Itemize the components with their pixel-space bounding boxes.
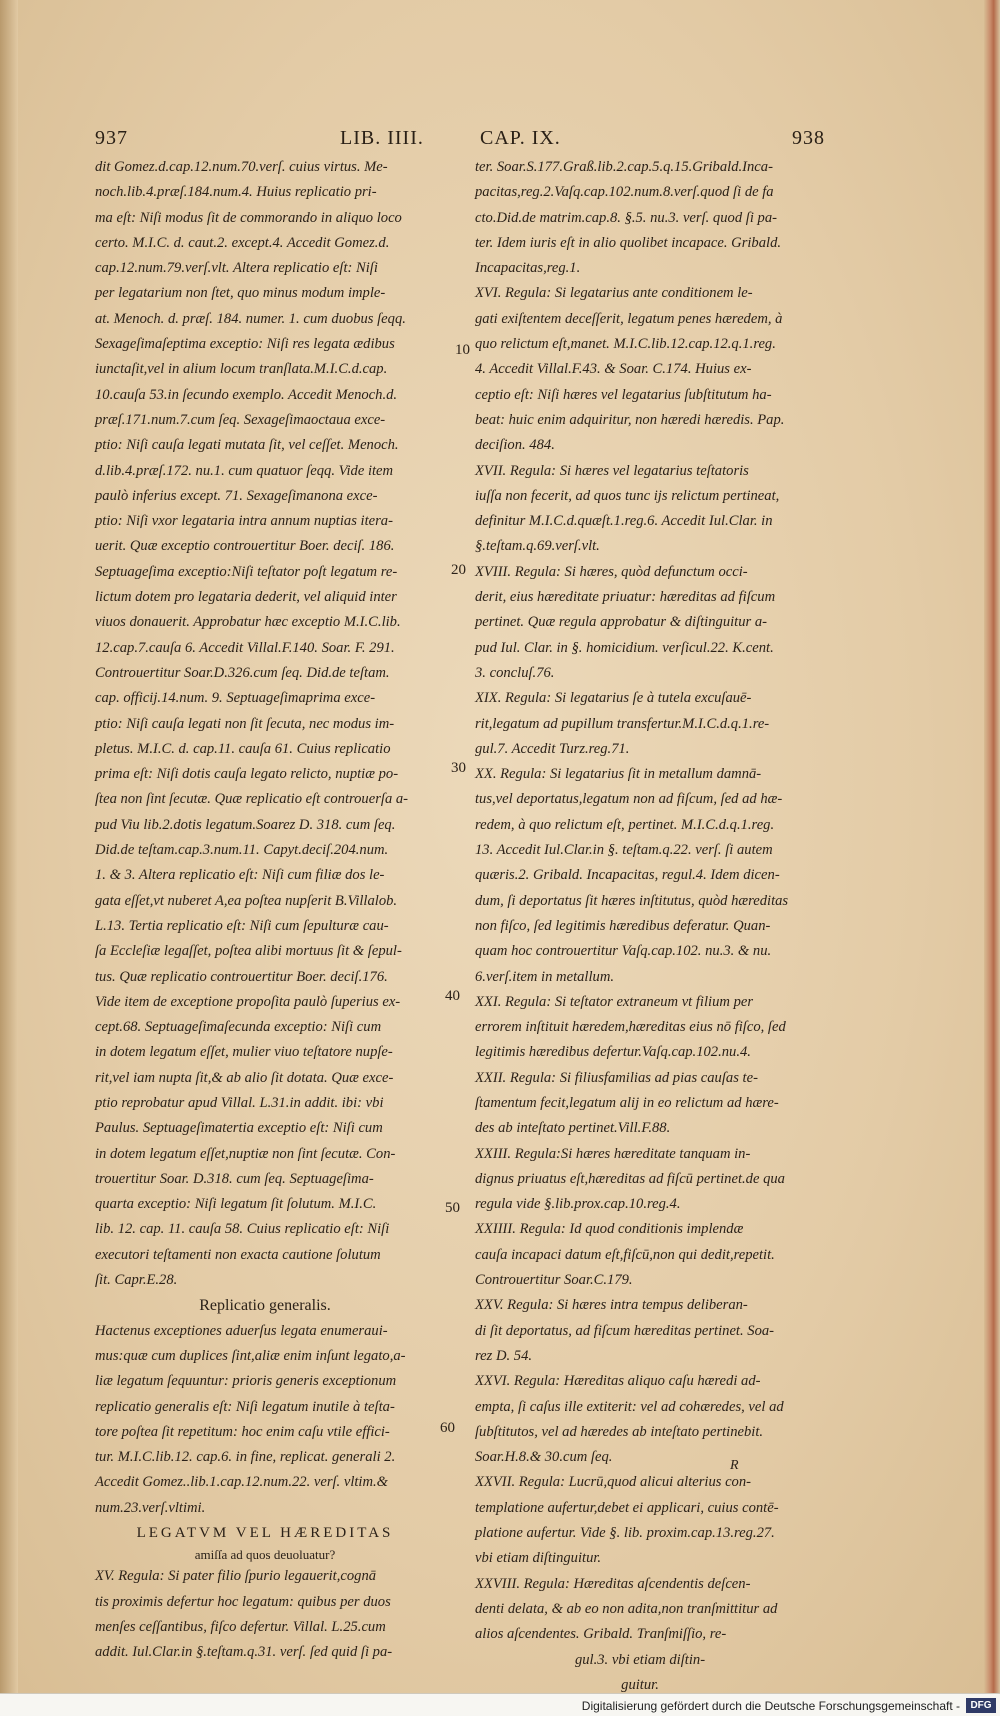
chapter-number: CAP. IX.	[480, 127, 561, 149]
text-line: ſa Eccleſiæ legaſſet, poſtea alibi mortuus ſit & ſepul-	[95, 943, 402, 960]
text-line: non fiſco, ſed legitimis hæredibus deferatur. Quan-	[475, 917, 771, 934]
dfg-logo: DFG	[966, 1698, 996, 1713]
text-line: uerit. Quæ exceptio controuertitur Boer. deciſ. 186.	[95, 538, 395, 555]
page-number-left: 937	[95, 127, 128, 149]
text-line: quæris.2. Gribald. Incapacitas, regul.4. Idem dicen-	[475, 867, 780, 884]
margin-line-number: 20	[451, 562, 466, 578]
margin-line-number: 40	[445, 988, 460, 1004]
text-line: mus:quæ cum duplices ſint,aliæ enim inſunt legato,a-	[95, 1347, 406, 1364]
right-text-block	[475, 155, 835, 1648]
text-line: ptio: Niſi cauſa legati non ſit ſecuta, nec modus im-	[95, 715, 395, 732]
text-line: XVI. Regula: Si legatarius ante conditionem le-	[475, 285, 753, 302]
text-line: iuſſa non fecerit, ad quos tunc ijs relictum pertineat,	[475, 487, 780, 504]
text-line: ſtamentum fecit,legatum alij in eo relictum ad hære-	[475, 1094, 779, 1111]
text-line: gata eſſet,vt nuberet A,ea poſtea nupſerit B.Villalob.	[95, 892, 398, 909]
text-line: errorem inſtituit hæredem,hæreditas eius nō fiſco, ſed	[475, 1019, 786, 1036]
text-line: trouertitur Soar. D.318. cum ſeq. Septuageſima-	[95, 1170, 374, 1187]
text-line: gati exiſtentem deceſſerit, legatum penes hæredem, à	[475, 310, 783, 327]
text-line: Incapacitas,reg.1.	[475, 260, 581, 277]
text-line: Septuageſima exceptio:Niſi teſtator poſt legatum re-	[95, 563, 398, 580]
text-line: noch.lib.4.præſ.184.num.4. Huius replicatio pri-	[95, 184, 377, 201]
text-line: cap.12.num.79.verſ.vlt. Altera replicatio eſt: Niſi	[95, 260, 378, 277]
text-line: Did.de teſtam.cap.3.num.11. Capyt.deciſ.204.num.	[95, 842, 389, 859]
text-line: executori teſtamenti non exacta cautione ſolutum	[95, 1246, 381, 1263]
left-text-block-2	[95, 1319, 435, 1521]
text-line: lib. 12. cap. 11. cauſa 58. Cuius replicatio eſt: Niſi	[95, 1221, 390, 1238]
text-line: XXVII. Regula: Lucrū,quod alicui alterius con-	[475, 1474, 752, 1491]
text-line: in dotem legatum eſſet,nuptiæ non ſint ſecutæ. Con-	[95, 1145, 396, 1162]
text-line: 6.verſ.item in metallum.	[475, 968, 615, 985]
text-line: tus. Quæ replicatio controuertitur Boer. deciſ.176.	[95, 968, 388, 985]
text-line: dit Gomez.d.cap.12.num.70.verſ. cuius virtus. Me-	[95, 159, 388, 175]
page-number-right: 938	[792, 127, 825, 149]
text-line: at. Menoch. d. præſ. 184. numer. 1. cum duobus ſeqq.	[95, 310, 406, 327]
page-edge	[984, 0, 1000, 1716]
text-line: ſit. Capr.E.28.	[95, 1272, 178, 1289]
text-line: in dotem legatum eſſet, mulier viuo teſtatore nupſe-	[95, 1044, 393, 1061]
text-line: certo. M.I.C. d. caut.2. except.4. Accedit Gomez.d.	[95, 234, 390, 251]
text-line: Vide item de exceptione propoſita paulò ſuperius ex-	[95, 993, 401, 1010]
text-line: XXIIII. Regula: Id quod conditionis implendæ	[475, 1221, 744, 1238]
text-line: per legatarium non ſtet, quo minus modum imple-	[95, 285, 386, 302]
text-line: Paulus. Septuageſimatertia exceptio eſt: Niſi cum	[95, 1120, 383, 1137]
text-line: 4. Accedit Villal.F.43. & Soar. C.174. Huius ex-	[475, 361, 752, 378]
text-line: cto.Did.de matrim.cap.8. §.5. nu.3. verſ. quod ſi pa-	[475, 209, 777, 226]
text-line: deciſion. 484.	[475, 437, 555, 454]
text-line: beat: huic enim adquiritur, non hæredi hæredis. Pap.	[475, 411, 785, 428]
text-line: tis proximis defertur hoc legatum: quibus per duos	[95, 1593, 391, 1610]
text-line: templatione aufertur,debet ei applicari, cuius contē-	[475, 1499, 779, 1516]
text-line: ptio: Niſi vxor legataria intra annum nuptias itera-	[95, 513, 393, 530]
left-text-block-3	[95, 1564, 435, 1665]
text-line: ptio reprobatur apud Villal. L.31.in addit. ibi: vbi	[95, 1094, 384, 1111]
text-line: quam hoc controuertitur Vaſq.cap.102. nu.3. & nu.	[475, 943, 772, 960]
text-line: definitur M.I.C.d.quæſt.1.reg.6. Accedit Iul.Clar. in	[475, 513, 773, 530]
margin-line-number: 50	[445, 1200, 460, 1216]
text-line: præſ.171.num.7.cum ſeq. Sexageſimaoctaua exce-	[95, 411, 386, 428]
text-line: ptio: Niſi cauſa legati mutata ſit, vel ceſſet. Menoch.	[95, 437, 399, 454]
text-line: tus,vel deportatus,legatum non ad fiſcum, ſed ad hæ-	[475, 791, 783, 808]
text-line: gul.3. vbi etiam diſtin-	[574, 1651, 706, 1668]
text-line: num.23.verſ.vltimi.	[95, 1499, 206, 1516]
text-line: quarta exceptio: Niſi legatum ſit ſolutum. M.I.C.	[95, 1196, 377, 1213]
text-line: L.13. Tertia replicatio eſt: Niſi cum ſepulturæ cau-	[95, 917, 389, 934]
text-line: redem, à quo relictum eſt, pertinet. M.I.C.d.q.1.reg.	[475, 816, 775, 833]
text-line: Accedit Gomez..lib.1.cap.12.num.22. verſ. vltim.&	[95, 1474, 389, 1491]
text-line: pud Viu lib.2.dotis legatum.Soarez D. 318. cum ſeq.	[95, 816, 396, 833]
text-line: lictum dotem pro legataria dederit, vel aliquid inter	[95, 589, 397, 606]
text-line: 10.cauſa 53.in ſecundo exemplo. Accedit Menoch.d.	[95, 386, 398, 403]
text-line: XXIII. Regula:Si hæres hæreditate tanquam in-	[475, 1145, 751, 1162]
text-line: regula vide §.lib.prox.cap.10.reg.4.	[475, 1196, 681, 1213]
text-line: XVIII. Regula: Si hæres, quòd defunctum occi-	[475, 563, 748, 580]
text-line: 1. & 3. Altera replicatio eſt: Niſi cum filiæ dos le-	[95, 867, 385, 884]
text-line: pertinet. Quæ regula approbatur & diſtinguitur a-	[475, 614, 768, 631]
text-line: XVII. Regula: Si hæres vel legatarius teſtatoris	[475, 462, 749, 479]
text-line: Hactenus exceptiones aduerſus legata enumeraui-	[95, 1322, 388, 1339]
text-line: prima eſt: Niſi dotis cauſa legato relicto, nuptiæ po-	[95, 766, 399, 783]
text-line: addit. Iul.Clar.in §.teſtam.q.31. verſ. ſed quid ſi pa-	[95, 1644, 393, 1661]
footer-bar	[0, 1693, 1000, 1716]
text-line: dignus priuatus eſt,hæreditas ad fiſcū pertinet.de qua	[475, 1170, 785, 1187]
text-line: guitur.	[621, 1676, 659, 1693]
text-line: §.teſtam.q.69.verſ.vlt.	[475, 538, 600, 555]
left-text-block	[95, 155, 435, 1293]
text-line: iunctaſit,vel in alium locum tranſlata.M.I.C.d.cap.	[95, 361, 388, 378]
margin-line-number: 10	[455, 342, 470, 358]
text-line: cauſa incapaci datum eſt,fiſcū,non qui dedit,repetit.	[475, 1246, 775, 1263]
right-text-end	[475, 1648, 835, 1699]
text-line: vbi etiam diſtinguitur.	[475, 1550, 602, 1567]
margin-line-number: 60	[440, 1420, 455, 1436]
text-line: menſes ceſſantibus, fiſco defertur. Villal. L.25.cum	[95, 1618, 386, 1635]
text-line: legitimis hæredibus defertur.Vaſq.cap.102.nu.4.	[475, 1044, 751, 1061]
footer-credit: Digitalisierung gefördert durch die Deutsche Forschungsgemeinschaft -	[581, 1699, 960, 1713]
text-line: di ſit deportatus, ad fiſcum hæreditas pertinet. Soa-	[475, 1322, 775, 1339]
text-line: XXVIII. Regula: Hæreditas aſcendentis deſcen-	[475, 1575, 751, 1592]
text-line: pacitas,reg.2.Vaſq.cap.102.num.8.verſ.quod ſi de fa	[475, 184, 774, 201]
running-header	[95, 127, 830, 155]
text-line: XXII. Regula: Si filiusfamilias ad pias cauſas te-	[475, 1069, 758, 1086]
text-line: paulò inferius except. 71. Sexageſimanona exce-	[95, 487, 378, 504]
text-line: Controuertitur Soar.C.179.	[475, 1272, 633, 1289]
text-line: dum, ſi deportatus ſit hæres inſtitutus, quòd hæreditas	[475, 892, 789, 909]
text-line: empta, ſi caſus ille extiterit: vel ad cohæredes, vel ad	[475, 1398, 784, 1415]
text-line: XX. Regula: Si legatarius ſit in metallum damnā-	[475, 766, 762, 783]
text-line: tore poſtea ſit repetitum: hoc enim caſu vtile effici-	[95, 1423, 390, 1440]
text-line: ter. Soar.S.177.Graß.lib.2.cap.5.q.15.Gribald.Inca-	[475, 159, 773, 175]
section-subheading: Replicatio generalis.	[199, 1297, 331, 1315]
text-line: XXV. Regula: Si hæres intra tempus deliberan-	[475, 1297, 748, 1314]
text-line: alios aſcendentes. Gribald. Tranſmiſſio, re-	[475, 1626, 727, 1643]
right-column	[475, 155, 835, 1698]
text-line: pud Iul. Clar. in §. homicidium. verſicul.22. K.cent.	[475, 639, 774, 656]
section-title: LEGATVM VEL HÆREDITAS	[136, 1525, 394, 1542]
text-line: ter. Idem iuris eſt in alio quolibet incapace. Gribald.	[475, 234, 782, 251]
text-line: 12.cap.7.cauſa 6. Accedit Villal.F.140. Soar. F. 291.	[95, 639, 395, 656]
margin-line-number: 30	[451, 760, 466, 776]
text-line: ſtea non ſint ſecutæ. Quæ replicatio eſt controuerſa a-	[95, 791, 409, 808]
text-line: viuos donauerit. Approbatur hæc exceptio M.I.C.lib.	[95, 614, 401, 631]
text-line: rit,legatum ad pupillum transfertur.M.I.C.d.q.1.re-	[475, 715, 770, 732]
text-line: denti delata, & ab eo non adita,non tranſmittitur ad	[475, 1600, 778, 1617]
text-line: quo relictum eſt,manet. M.I.C.lib.12.cap.12.q.1.reg.	[475, 336, 776, 353]
text-line: ma eſt: Niſi modus ſit de commorando in aliquo loco	[95, 209, 402, 226]
text-line: XXVI. Regula: Hæreditas aliquo caſu hæredi ad-	[475, 1373, 761, 1390]
book-number: LIB. IIII.	[340, 127, 424, 149]
text-line: pletus. M.I.C. d. cap.11. cauſa 61. Cuius replicatio	[95, 740, 391, 757]
text-line: cap. officij.14.num. 9. Septuageſimaprima exce-	[95, 690, 376, 707]
text-line: rit,vel iam nupta ſit,& ab alio ſit dotata. Quæ exce-	[95, 1069, 394, 1086]
text-line: Controuertitur Soar.D.326.cum ſeq. Did.de teſtam.	[95, 664, 390, 681]
text-line: 3. concluſ.76.	[475, 664, 555, 681]
text-line: 13. Accedit Iul.Clar.in §. teſtam.q.22. verſ. ſi autem	[475, 842, 773, 859]
text-line: rez D. 54.	[475, 1347, 533, 1364]
section-title-sub: amiſſa ad quos deuoluatur?	[194, 1547, 336, 1563]
text-line: des ab inteſtato pertinet.Vill.F.88.	[475, 1120, 671, 1137]
book-spine	[0, 0, 18, 1716]
text-line: gul.7. Accedit Turz.reg.71.	[475, 740, 630, 757]
text-line: XXI. Regula: Si teſtator extraneum vt filium per	[475, 993, 754, 1010]
left-column	[95, 155, 435, 1666]
text-line: platione aufertur. Vide §. lib. proxim.cap.13.reg.27.	[475, 1525, 775, 1542]
text-line: tur. M.I.C.lib.12. cap.6. in fine, replicat. generali 2.	[95, 1449, 396, 1466]
text-line: cept.68. Septuageſimaſecunda exceptio: Niſi cum	[95, 1019, 382, 1036]
text-line: XV. Regula: Si pater filio ſpurio legauerit,cognā	[95, 1568, 377, 1585]
text-line: ceptio eſt: Niſi hæres vel legatarius ſubſtitutum ha-	[475, 386, 772, 403]
text-line: XIX. Regula: Si legatarius ſe à tutela excuſauē-	[475, 690, 752, 707]
text-line: liæ legatum ſequuntur: prioris generis exceptionum	[95, 1373, 397, 1390]
text-line: ſubſtitutos, vel ad hæredes ab inteſtato pertinebit.	[475, 1423, 764, 1440]
text-line: Soar.H.8.& 30.cum ſeq.	[475, 1449, 613, 1466]
text-line: Sexageſimaſeptima exceptio: Niſi res legata ædibus	[95, 336, 395, 353]
text-line: derit, eius hæreditate priuatur: hæreditas ad fiſcum	[475, 589, 776, 606]
catchword: R	[730, 1458, 739, 1473]
text-line: replicatio generalis eſt: Niſi legatum inutile à teſta-	[95, 1398, 395, 1415]
text-line: d.lib.4.præſ.172. nu.1. cum quatuor ſeqq. Vide item	[95, 462, 394, 479]
